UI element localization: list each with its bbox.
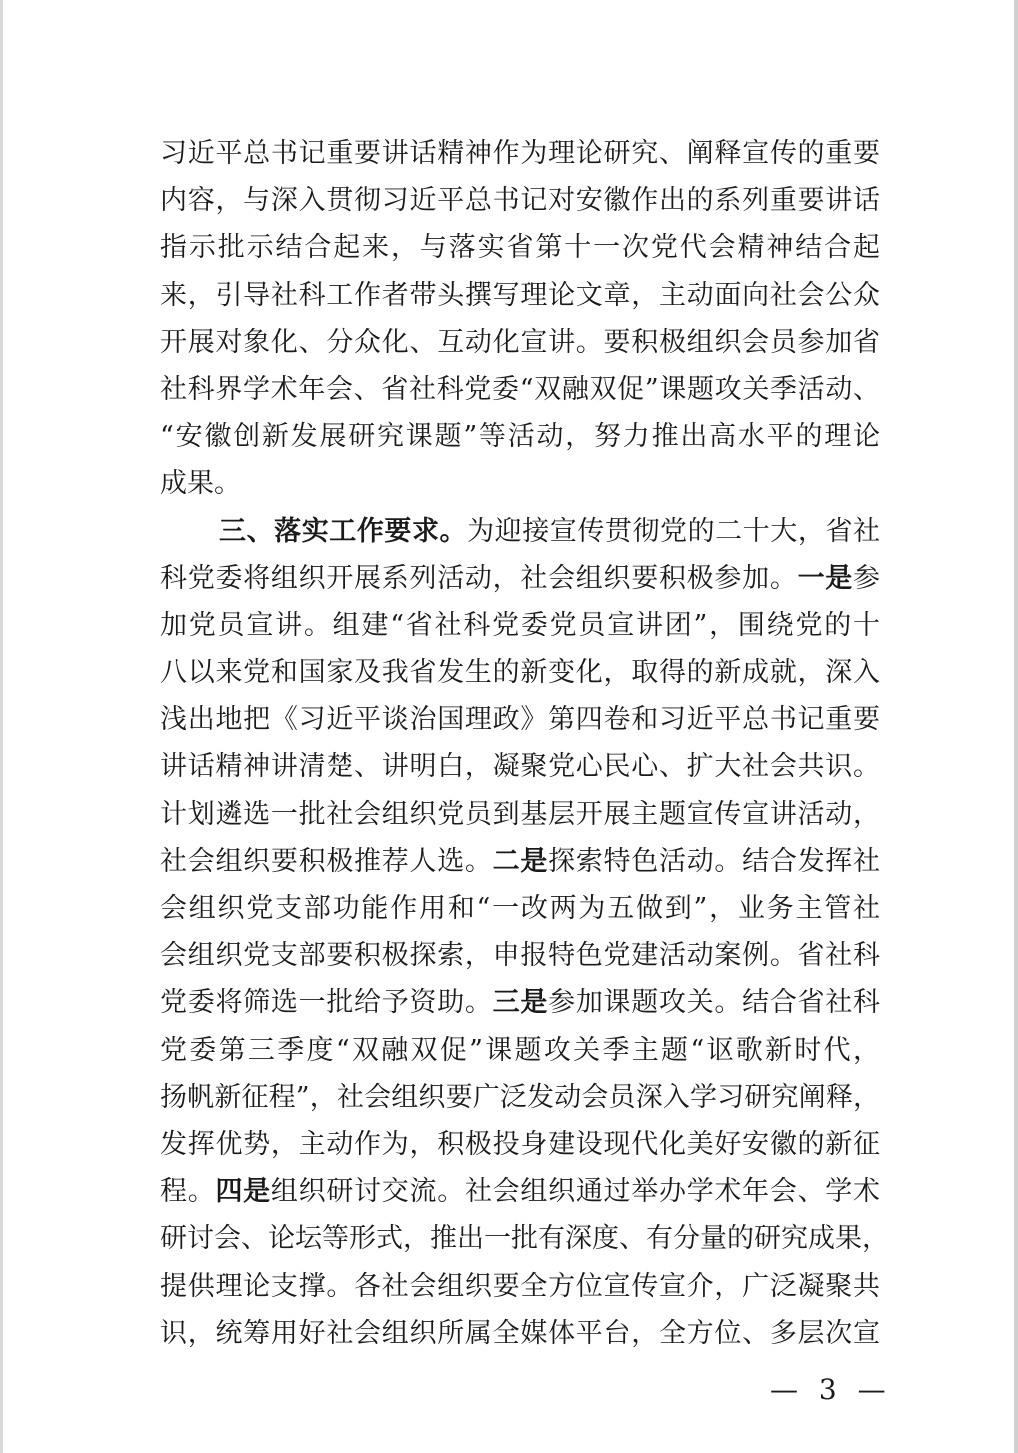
body-text xyxy=(160,130,889,1357)
paragraph-line: 内容，与深入贯彻习近平总书记对安徽作出的系列重要讲话 xyxy=(160,185,880,217)
paragraph-line: 加党员宣讲。组建“省社科党委党员宣讲团”，围绕党的十 xyxy=(160,609,880,641)
item-marker: 一是 xyxy=(797,562,854,594)
section-3-text: 为迎接宣传贯彻党的二十大，省社 xyxy=(467,515,881,547)
paragraph-line: 指示批示结合起来，与落实省第十一次党代会精神结合起 xyxy=(160,232,880,264)
text-span: 党委将筛选一批给予资助。 xyxy=(160,987,493,1019)
paragraph-line xyxy=(160,979,880,1026)
text-span: 参加课题攻关。结合省社科 xyxy=(548,987,881,1019)
paragraph-line: 浅出地把《习近平谈治国理政》第四卷和习近平总书记重要 xyxy=(160,704,880,736)
item-marker: 四是 xyxy=(215,1176,271,1208)
paragraph-line: 成果。 xyxy=(160,468,241,500)
paragraph-line xyxy=(160,838,880,885)
paragraph-line: 发挥优势，主动作为，积极投身建设现代化美好安徽的新征 xyxy=(160,1128,880,1160)
text-span: 组织研讨交流。社会组织通过举办学术年会、学术 xyxy=(270,1176,881,1208)
paragraph-line: 计划遴选一批社会组织党员到基层开展主题宣传宣讲活动， xyxy=(160,798,880,830)
section-3-heading: 三、落实工作要求。 xyxy=(219,515,468,547)
paragraph-line: 讲话精神讲清楚、讲明白，凝聚党心民心、扩大社会共识。 xyxy=(160,751,880,783)
paragraph-line: “安徽创新发展研究课题”等活动，努力推出高水平的理论 xyxy=(160,421,880,453)
paragraph-line: 习近平总书记重要讲话精神作为理论研究、阐释宣传的重要 xyxy=(160,138,880,169)
text-span: 程。 xyxy=(160,1176,216,1208)
item-marker: 二是 xyxy=(492,845,549,877)
section-3-first-line xyxy=(160,508,880,555)
paragraph-line: 开展对象化、分众化、互动化宣讲。要积极组织会员参加省 xyxy=(160,326,880,358)
text-span: 社会组织要积极推荐人选。 xyxy=(160,845,493,877)
paragraph-line: 八以来党和国家及我省发生的新变化，取得的新成就，深入 xyxy=(160,657,880,689)
paragraph-line: 党委第三季度“双融双促”课题攻关季主题“讴歌新时代， xyxy=(160,1034,880,1066)
text-span: 参 xyxy=(853,562,881,594)
paragraph-line: 会组织党支部要积极探索，申报特色党建活动案例。省社科 xyxy=(160,940,880,972)
paragraph-line: 提供理论支撑。各社会组织要全方位宣传宣介，广泛凝聚共 xyxy=(160,1270,880,1302)
text-span: 探索特色活动。结合发挥社 xyxy=(548,845,881,877)
page-edge-right xyxy=(1014,0,1018,1453)
paragraph-line: 扬帆新征程”，社会组织要广泛发动会员深入学习研究阐释， xyxy=(160,1081,880,1113)
paragraph-line: 社科界学术年会、省社科党委“双融双促”课题攻关季活动、 xyxy=(160,373,880,405)
page-number: — 3 — xyxy=(770,1373,892,1406)
text-span: 科党委将组织开展系列活动，社会组织要积极参加。 xyxy=(160,562,798,594)
paragraph-line: 识，统筹用好社会组织所属全媒体平台，全方位、多层次宣 xyxy=(160,1317,880,1349)
page-edge-left xyxy=(0,0,3,1453)
paragraph-line: 研讨会、论坛等形式，推出一批有深度、有分量的研究成果， xyxy=(160,1223,889,1255)
paragraph-line: 来，引导社科工作者带头撰写理论文章，主动面向社会公众 xyxy=(160,279,880,311)
item-marker: 三是 xyxy=(492,987,549,1019)
paragraph-line xyxy=(160,555,880,602)
paragraph-line: 会组织党支部功能作用和“一改两为五做到”，业务主管社 xyxy=(160,893,880,924)
paragraph-line xyxy=(160,1168,880,1215)
